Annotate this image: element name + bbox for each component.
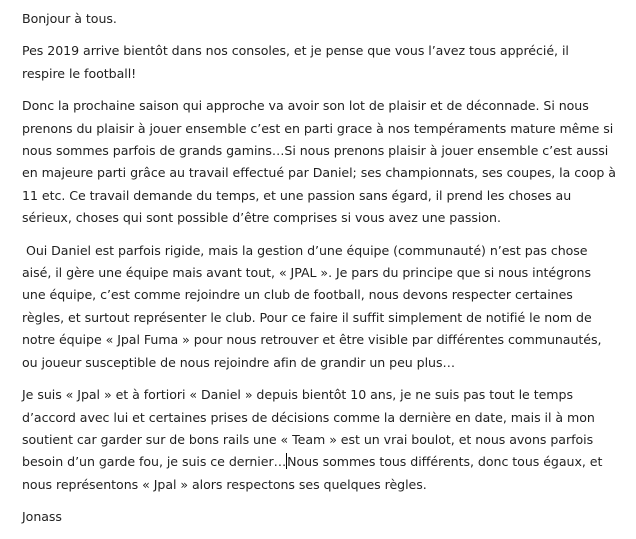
text-line: notre équipe « Jpal Fuma » pour nous retrouver et être visible par différentes communautés,	[22, 332, 602, 348]
text-line: soutient car garder sur de bons rails une « Team » est un vrai boulot, et nous avons parfois	[22, 431, 594, 447]
text-after-cursor: Nous sommes tous différents, donc tous égaux, et	[287, 454, 603, 470]
text-line: nous représentons « Jpal » alors respectons ses quelques règles.	[22, 476, 427, 492]
text-line: une équipe, c’est comme rejoindre un club de football, nous devons respecter certaines	[22, 287, 573, 303]
text-line: respire le football!	[22, 65, 137, 81]
document-body[interactable]	[22, 8, 628, 539]
text-line: Donc la prochaine saison qui approche va avoir son lot de plaisir et de déconnade. Si nous	[22, 98, 589, 114]
text-line: aisé, il gère une équipe mais avant tout, « JPAL ». Je pars du principe que si nous intégrons	[22, 265, 591, 281]
text-line-with-cursor	[22, 451, 628, 473]
text-before-cursor: besoin d’un garde fou, je suis ce dernier…	[22, 454, 287, 470]
paragraph-pes-2019	[22, 40, 628, 85]
text-line: 11 etc. Ce travail demande du temps, et une passion sans égard, il prend les choses au	[22, 187, 572, 203]
text-line: Pes 2019 arrive bientôt dans nos consoles, et je pense que vous l’avez tous apprécié, il	[22, 43, 569, 59]
text-line: sérieux, choses qui sont possible d’être comprises si vous avez une passion.	[22, 210, 501, 226]
text-line: ou joueur susceptible de nous rejoindre afin de grandir un peu plus…	[22, 354, 456, 370]
paragraph-daniel	[22, 240, 628, 374]
paragraph-jpal	[22, 384, 628, 496]
signature: Jonass	[22, 509, 62, 525]
text-line: nous sommes parfois de grands gamins…Si nous prenons plaisir à jouer ensemble c’est aussi	[22, 143, 609, 159]
text-line: en majeure parti grâce au travail effectué par Daniel; ses championnats, ses coupes, la coop à	[22, 165, 616, 181]
text-line: prenons du plaisir à jouer ensemble c’est en parti grace à nos tempéraments mature même si	[22, 120, 614, 136]
text-line: Je suis « Jpal » et à fortiori « Daniel » depuis bientôt 10 ans, je ne suis pas tout le temps	[22, 387, 573, 403]
paragraph-saison	[22, 95, 628, 229]
text-line: règles, et surtout représenter le club. Pour ce faire il suffit simplement de notifié le nom de	[22, 309, 592, 325]
text-line: Oui Daniel est parfois rigide, mais la gestion d’une équipe (communauté) n’est pas chose	[22, 242, 588, 258]
greeting: Bonjour à tous.	[22, 11, 117, 26]
text-line: d’accord avec lui et certaines prises de décisions comme la dernière en date, mais il à mon	[22, 409, 595, 425]
